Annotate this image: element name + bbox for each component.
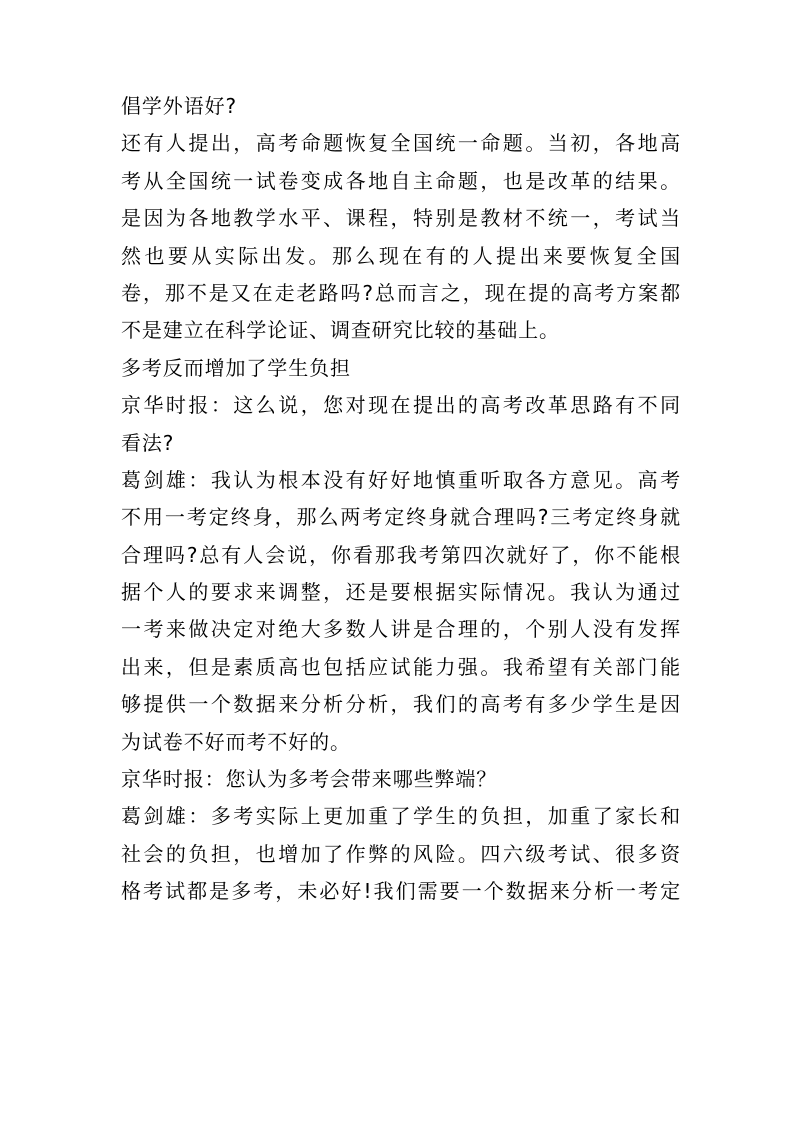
text-line: 不用一考定终身，那么两考定终身就合理吗?三考定终身就 [121, 505, 681, 530]
text-line: 卷，那不是又在走老路吗?总而言之，现在提的高考方案都 [121, 280, 681, 305]
text-line: 不是建立在科学论证、调查研究比较的基础上。 [121, 318, 560, 343]
text-line: 京华时报：这么说，您对现在提出的高考改革思路有不同 [121, 393, 681, 418]
text-line: 为试卷不好而考不好的。 [121, 729, 351, 754]
text-line: 出来，但是素质高也包括应试能力强。我希望有关部门能 [121, 654, 681, 679]
document-body [121, 88, 681, 911]
text-line: 葛剑雄：多考实际上更加重了学生的负担，加重了家长和 [121, 804, 681, 829]
text-line: 格考试都是多考，未必好!我们需要一个数据来分析一考定 [121, 879, 681, 904]
text-line: 够提供一个数据来分析分析，我们的高考有多少学生是因 [121, 692, 681, 717]
text-line: 是因为各地教学水平、课程，特别是教材不统一，考试当 [121, 206, 681, 231]
text-line: 一考来做决定对绝大多数人讲是合理的，个别人没有发挥 [121, 617, 681, 642]
text-line: 倡学外语好? [121, 94, 238, 118]
text-line: 看法? [121, 430, 175, 455]
text-line: 京华时报：您认为多考会带来哪些弊端？ [121, 767, 498, 792]
text-line: 考从全国统一试卷变成各地自主命题，也是改革的结果。 [121, 168, 681, 193]
text-line: 据个人的要求来调整，还是要根据实际情况。我认为通过 [121, 580, 681, 605]
text-line: 然也要从实际出发。那么现在有的人提出来要恢复全国 [121, 243, 681, 268]
text-line: 合理吗?总有人会说，你看那我考第四次就好了，你不能根 [121, 542, 681, 567]
text-line: 社会的负担，也增加了作弊的风险。四六级考试、很多资 [121, 841, 681, 866]
text-line: 还有人提出，高考命题恢复全国统一命题。当初，各地高 [121, 131, 681, 156]
section-heading: 多考反而增加了学生负担 [121, 355, 351, 380]
text-line: 葛剑雄：我认为根本没有好好地慎重听取各方意见。高考 [121, 467, 681, 492]
